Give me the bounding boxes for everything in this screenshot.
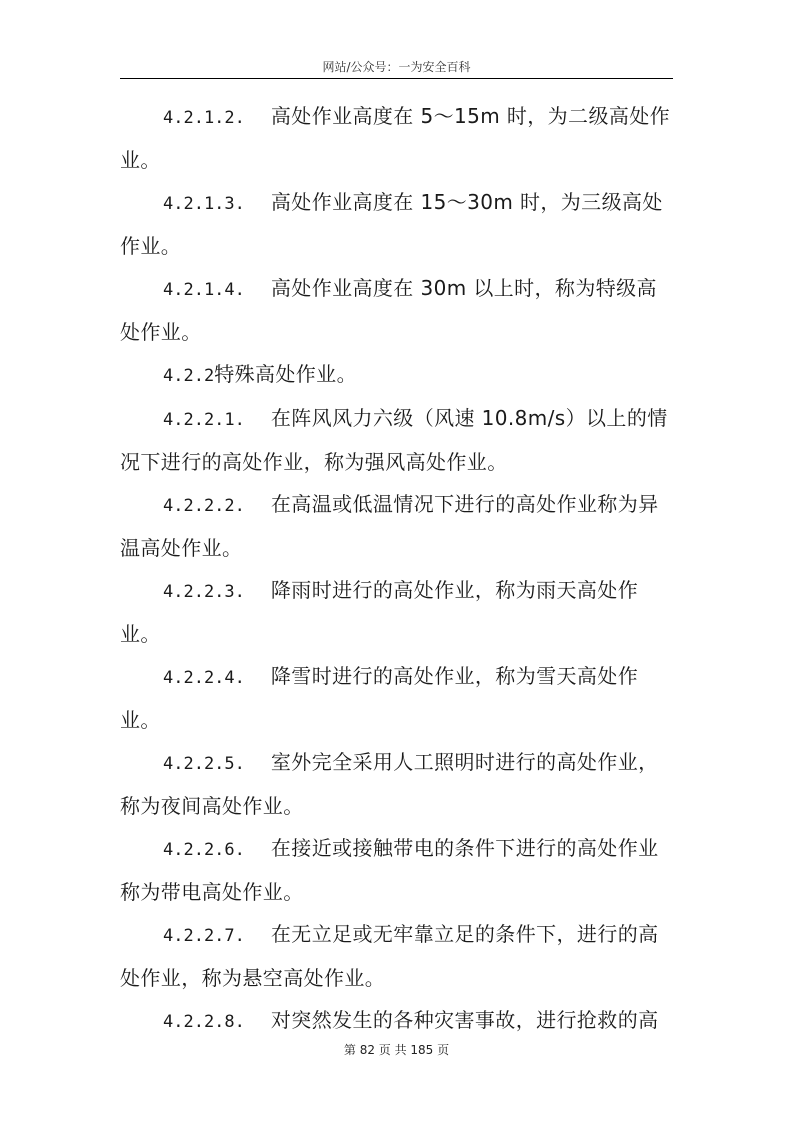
clause-number: 4.2.2: [163, 366, 215, 386]
clause-text: 在阵风风力六级（风速 10.8m/s）以上的情况下进行的高处作业，称为强风高处作业。: [120, 406, 668, 474]
clause-text: 降雨时进行的高处作业，称为雨天高处作业。: [120, 578, 639, 646]
paragraph-4-2-2-4: [120, 655, 675, 741]
clause-text: 特殊高处作业。: [214, 362, 357, 386]
clause-text: 高处作业高度在 5～15m 时，为二级高处作业。: [120, 104, 671, 172]
clause-number: 4.2.2.6.: [163, 840, 245, 860]
page-footer: 第 82 页 共 185 页: [343, 1043, 450, 1057]
paragraph-4-2-2-5: [120, 741, 675, 827]
clause-text: 在接近或接触带电的条件下进行的高处作业称为带电高处作业。: [120, 836, 659, 904]
paragraph-4-2-2-3: [120, 569, 675, 655]
clause-text: 室外完全采用人工照明时进行的高处作业，称为夜间高处作业。: [120, 750, 659, 818]
paragraph-4-2-2-6: [120, 827, 675, 913]
paragraph-4-2-2-1: [120, 397, 675, 483]
clause-number: 4.2.2.4.: [163, 668, 245, 688]
paragraph-4-2-1-3: [120, 181, 675, 267]
clause-number: 4.2.2.7.: [163, 926, 245, 946]
clause-number: 4.2.1.4.: [163, 280, 245, 300]
clause-text: 高处作业高度在 30m 以上时，称为特级高处作业。: [120, 276, 657, 344]
clause-number: 4.2.1.3.: [163, 194, 245, 214]
clause-number: 4.2.2.2.: [163, 496, 245, 516]
clause-number: 4.2.2.5.: [163, 754, 245, 774]
clause-number: 4.2.2.8.: [163, 1012, 245, 1032]
document-body: [120, 95, 675, 1043]
paragraph-4-2-2-7: [120, 913, 675, 999]
clause-number: 4.2.1.2.: [163, 108, 245, 128]
paragraph-4-2-1-2: [120, 95, 675, 181]
page-header: 网站/公众号：一为安全百科: [322, 60, 471, 74]
clause-number: 4.2.2.1.: [163, 410, 245, 430]
clause-text: 在高温或低温情况下进行的高处作业称为异温高处作业。: [120, 492, 659, 560]
paragraph-4-2-2: [120, 353, 675, 397]
clause-text: 降雪时进行的高处作业，称为雪天高处作业。: [120, 664, 639, 732]
clause-text: 高处作业高度在 15～30m 时，为三级高处作业。: [120, 190, 663, 258]
paragraph-4-2-2-2: [120, 483, 675, 569]
clause-number: 4.2.2.3.: [163, 582, 245, 602]
paragraph-4-2-2-8: [120, 999, 675, 1043]
clause-text: 在无立足或无牢靠立足的条件下，进行的高处作业，称为悬空高处作业。: [120, 922, 659, 990]
clause-text: 对突然发生的各种灾害事故，进行抢救的高: [270, 1008, 659, 1032]
header-divider: [120, 78, 673, 79]
paragraph-4-2-1-4: [120, 267, 675, 353]
